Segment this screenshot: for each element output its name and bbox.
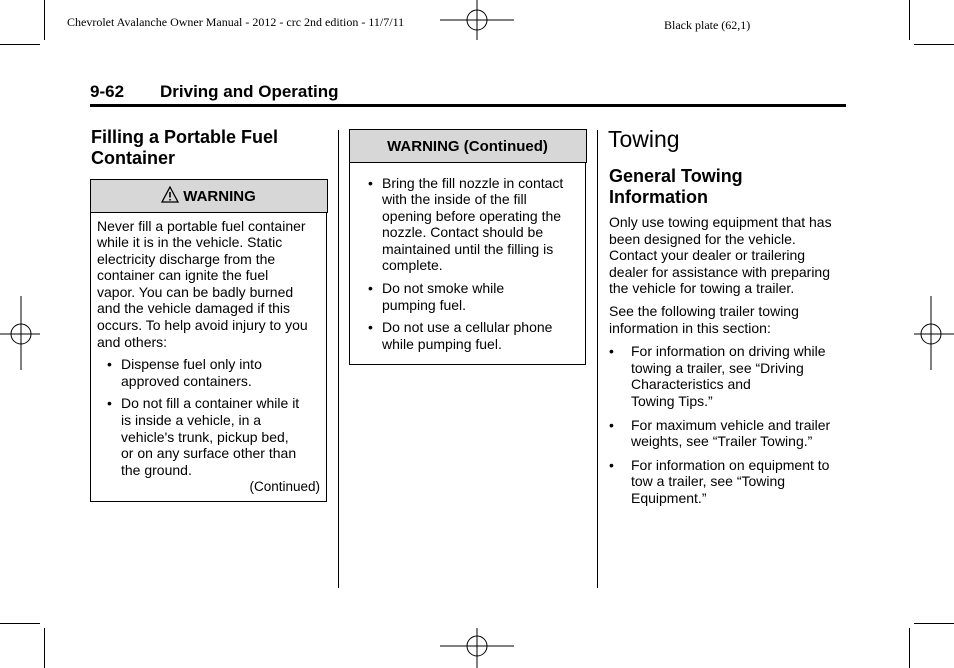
continued-label: (Continued) [249,479,320,495]
list-item: • For information on driving while towing a trailer, see “Driving Characteristics and Towing Tips.” [609,343,826,409]
exclamation-triangle-icon [161,186,179,203]
warning-header [90,179,328,213]
slug-left: Chevrolet Avalanche Owner Manual - 2012 - crc 2nd edition - 11/7/11 [67,15,405,29]
paragraph: Only use towing equipment that has been designed for the vehicle. Contact your dealer or trailering dealer for assistance with preparing the vehicle for towing a trailer. [609,214,832,297]
page-header [90,82,846,107]
registration-mark-top-icon [440,0,516,44]
list-item: • Bring the fill nozzle in contact with the inside of the fill opening before operating the nozzle. Contact should be maintained until the filling is complete. [368,174,564,274]
list-item: • For maximum vehicle and trailer weights, see “Trailer Towing.” [609,416,831,450]
general-towing-heading: General Towing Information [609,166,743,207]
warning-continued-header: WARNING (Continued) [349,129,587,163]
warning-label: WARNING [183,187,256,205]
fuel-container-heading: Filling a Portable Fuel Container [91,127,279,168]
warning-box [90,179,327,502]
list-item: • Do not fill a container while it is inside a vehicle, in a vehicle's trunk, pickup bed, or on any surface other than the ground. [107,395,300,478]
section-title: Driving and Operating [160,82,339,101]
list-item: • For information on equipment to tow a trailer, see “Towing Equipment.” [609,456,830,506]
slug-right: Black plate (62,1) [664,18,751,32]
warning-continued-body [350,163,585,353]
column-divider [597,130,598,588]
warning-body: Never fill a portable fuel container while it is in the vehicle. Static electricity discharge from the container can ignite the fuel vapor. You can be badly burned and the vehicle damaged if this occurs. To help avoid injury to you and others: • Dispense fuel only into approved containers. • Do not fill a container while it is inside a vehicle, in a vehicle's trunk, pickup bed, or on any surface other than the ground. (Continued) [91,213,326,497]
page-number: 9-62 [90,82,125,101]
column-divider [338,130,339,588]
list-item: • Dispense fuel only into approved containers. [107,356,262,389]
registration-mark-left-icon [0,296,44,372]
towing-title: Towing [608,126,680,152]
registration-mark-right-icon [910,296,954,372]
towing-body [609,214,849,507]
list-item: • Do not smoke while pumping fuel. [368,280,505,313]
registration-mark-bottom-icon [440,624,516,668]
warning-continued-box [349,129,586,365]
paragraph: See the following trailer towing information in this section: [609,302,799,336]
list-item: • Do not use a cellular phone while pumping fuel. [368,319,553,352]
